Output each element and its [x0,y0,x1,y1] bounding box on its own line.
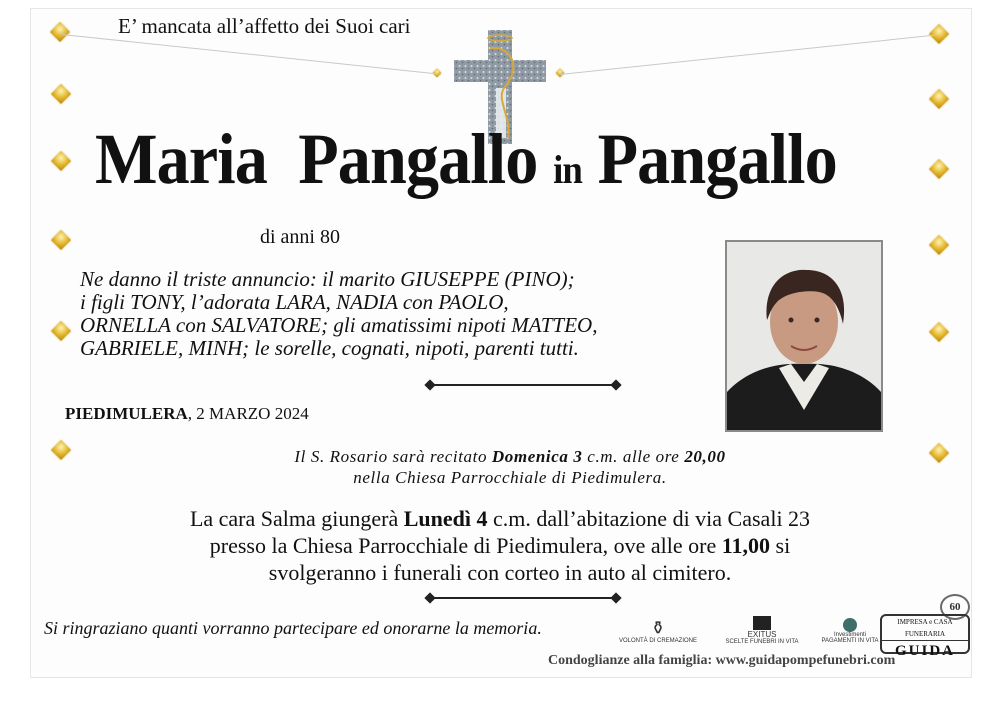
cremation-logo[interactable] [612,618,704,644]
funeral-text: presso la Chiesa Parrocchiale di Piedimulera, ove alle ore [209,533,722,558]
in-word: in [553,147,582,192]
logo-brand: Investimenti [833,632,866,638]
announcement-text [80,268,597,360]
portrait-image [727,242,881,430]
investimenti-icon [843,618,857,632]
guida-subtitle: IMPRESA e CASA FUNERARIA [882,616,968,641]
guida-logo[interactable] [880,614,970,659]
rosary-text: c.m. alle ore [582,447,685,466]
logo-caption: SCELTE FUNEBRI IN VITA [725,639,799,645]
married-surname: Pangallo [597,119,837,199]
rosary-info [150,446,870,488]
exitus-icon [753,616,771,630]
funeral-text: La cara Salma giungerà [189,506,404,531]
ornamental-divider [428,384,618,386]
deceased-name [95,118,837,201]
badge-number: 60 [949,601,961,613]
first-name: Maria [95,119,267,199]
announcement-line: i figli TONY, l’adorata LARA, NADIA con PAOLO, [80,290,509,314]
rosary-day: Domenica 3 [491,447,583,466]
logo-brand: EXITUS [747,630,777,639]
announcement-line: GABRIELE, MINH; le sorelle, cognati, nipoti, parenti tutti. [80,336,579,360]
surname: Pangallo [298,119,538,199]
announcement-line: Ne danno il triste annuncio: il marito GIUSEPPE (PINO); [80,267,575,291]
funeral-info [80,505,920,586]
place-date [65,404,309,424]
funeral-day: Lunedì 4 [403,506,488,531]
rosary-text: Il S. Rosario sarà recitato [294,447,492,466]
guida-name: GUIDA [894,643,955,659]
date: , 2 MARZO 2024 [187,404,309,423]
announcement-line: ORNELLA con SALVATORE; gli amatissimi nipoti MATTEO, [80,313,598,337]
logo-caption: PAGAMENTI IN VITA [821,638,879,644]
exitus-logo[interactable] [712,616,812,645]
logo-caption: VOLONTÀ DI CREMAZIONE [618,638,697,644]
funeral-text: svolgeranno i funerali con corteo in auto al cimitero. [268,560,732,585]
ornamental-divider [428,597,618,599]
passed-away-heading: E’ mancata all’affetto dei Suoi cari [118,14,411,38]
place: PIEDIMULERA [65,404,188,423]
funeral-text: si [770,533,791,558]
rosary-location: nella Chiesa Parrocchiale di Piedimulera. [353,468,667,487]
condolences-link[interactable]: Condoglianze alla famiglia: www.guidapompefunebri.com [548,653,896,668]
investimenti-logo[interactable] [814,618,886,644]
funeral-time: 11,00 [721,533,771,558]
age-text: di anni 80 [260,226,340,248]
rosary-time: 20,00 [684,447,726,466]
urn-icon: ⚱ [650,618,666,638]
thanks-text: Si ringraziano quanti vorranno partecipare ed onorarne la memoria. [44,618,542,638]
deceased-photo [725,240,883,432]
funeral-text: c.m. dall’abitazione di via Casali 23 [487,506,811,531]
